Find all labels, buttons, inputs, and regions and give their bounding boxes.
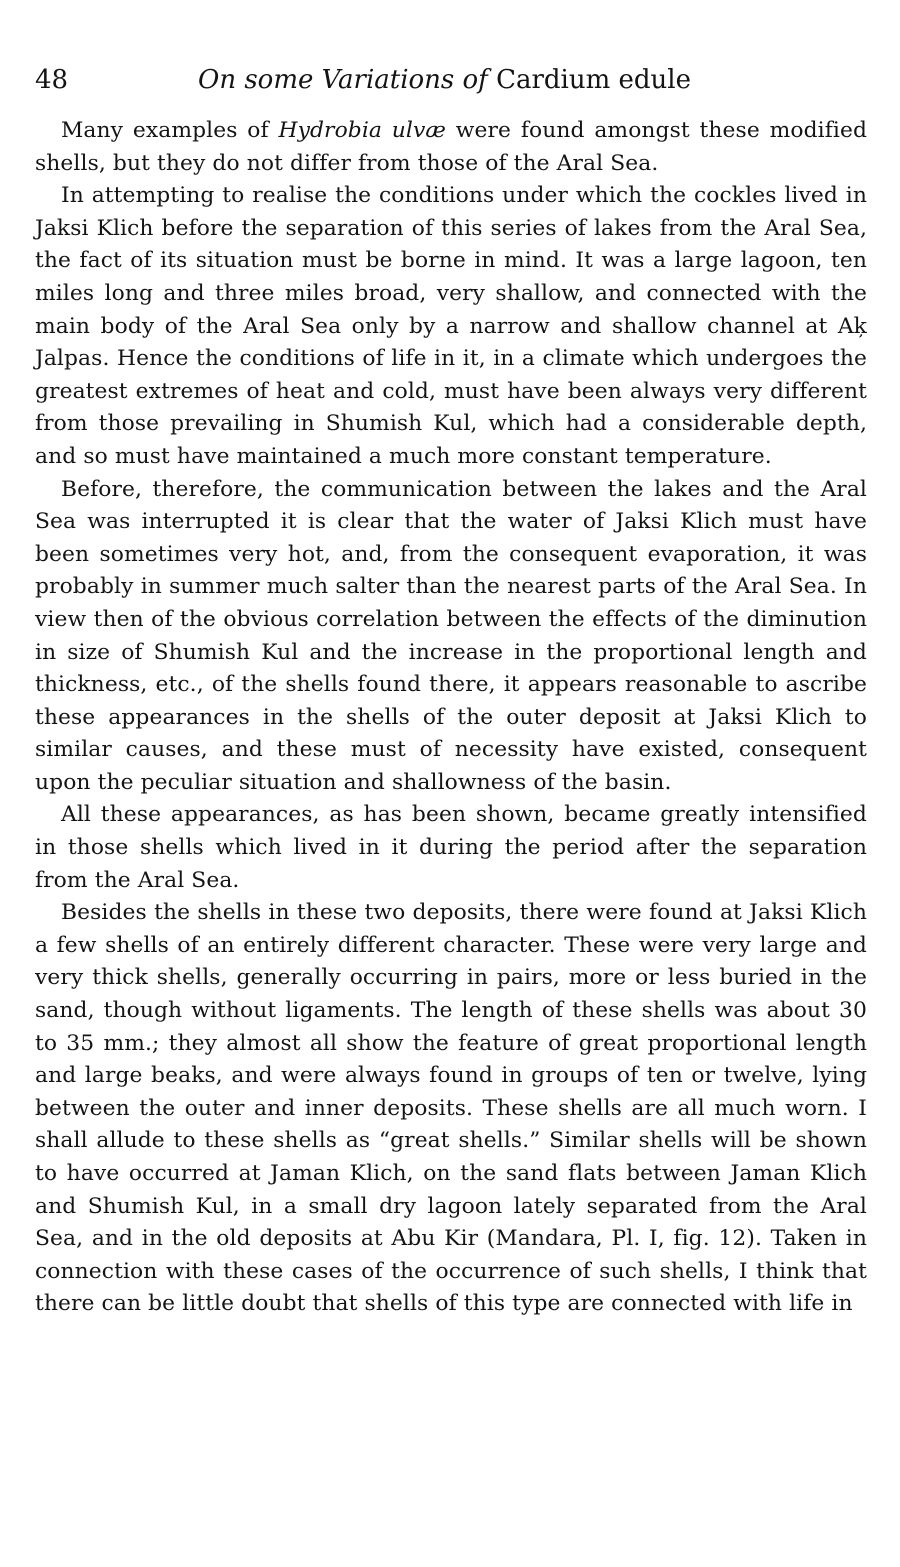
running-title-species: Cardium edule [496,65,692,95]
species-name-hydrobia: Hydrobia ulvæ [278,118,446,143]
paragraph-1 [35,115,867,180]
paragraph-1-rest: were found amongst these modified shells, but they do not differ from those of the Aral Sea. [35,118,867,176]
running-head [35,58,867,102]
paragraph-1-lead: Many examples of [61,118,279,143]
page-number: 48 [35,65,69,95]
paragraph-2: In attempting to realise the conditions under which the cockles lived in Jaksi Klich before the separation of this series of lakes from the Aral Sea, the fact of its situation must be borne in mind. It was a large lagoon, ten miles long and three miles broad, very shallow, and connected with the main body of the Aral Sea only by a narrow and shallow channel at Aķ Jalpas. Hence the conditions of life in it, in a climate which undergoes the greatest extremes of heat and cold, must have been always very different from those prevailing in Shumish Kul, which had a considerable depth, and so must have maintained a much more constant temperature. [35,183,867,469]
running-title [198,58,691,102]
running-title-italic: On some Variations of [198,65,488,95]
page [35,58,867,1321]
paragraph-5: Besides the shells in these two deposits, there were found at Jaksi Klich a few shells of an entirely different character. These were very large and very thick shells, generally occurring in pairs, more or less buried in the sand, though without ligaments. The length of these shells was about 30 to 35 mm.; they almost all show the feature of great proportional length and large beaks, and were always found in groups of ten or twelve, lying between the outer and inner deposits. These shells are all much worn. I shall allude to these shells as “great shells.” Similar shells will be shown to have occurred at Jaman Klich, on the sand flats between Jaman Klich and Shumish Kul, in a small dry lagoon lately separated from the Aral Sea, and in the old deposits at Abu Kir (Mandara, Pl. I, fig. 12). Taken in connection with these cases of the occurrence of such shells, I think that there can be little doubt that shells of this type are connected with life in [35,900,867,1317]
paragraph-4: All these appearances, as has been shown, became greatly intensified in those shells which lived in it during the period after the separation from the Aral Sea. [35,802,867,893]
paragraph-3: Before, therefore, the communication between the lakes and the Aral Sea was interrupted it is clear that the water of Jaksi Klich must have been sometimes very hot, and, from the consequent evaporation, it was probably in summer much salter than the nearest parts of the Aral Sea. In view then of the obvious correlation between the effects of the diminution in size of Shumish Kul and the increase in the proportional length and thickness, etc., of the shells found there, it appears reasonable to ascribe these appearances in the shells of the outer deposit at Jaksi Klich to similar causes, and these must of necessity have existed, consequent upon the peculiar situation and shallowness of the basin. [35,476,867,795]
body-text [35,115,867,1321]
